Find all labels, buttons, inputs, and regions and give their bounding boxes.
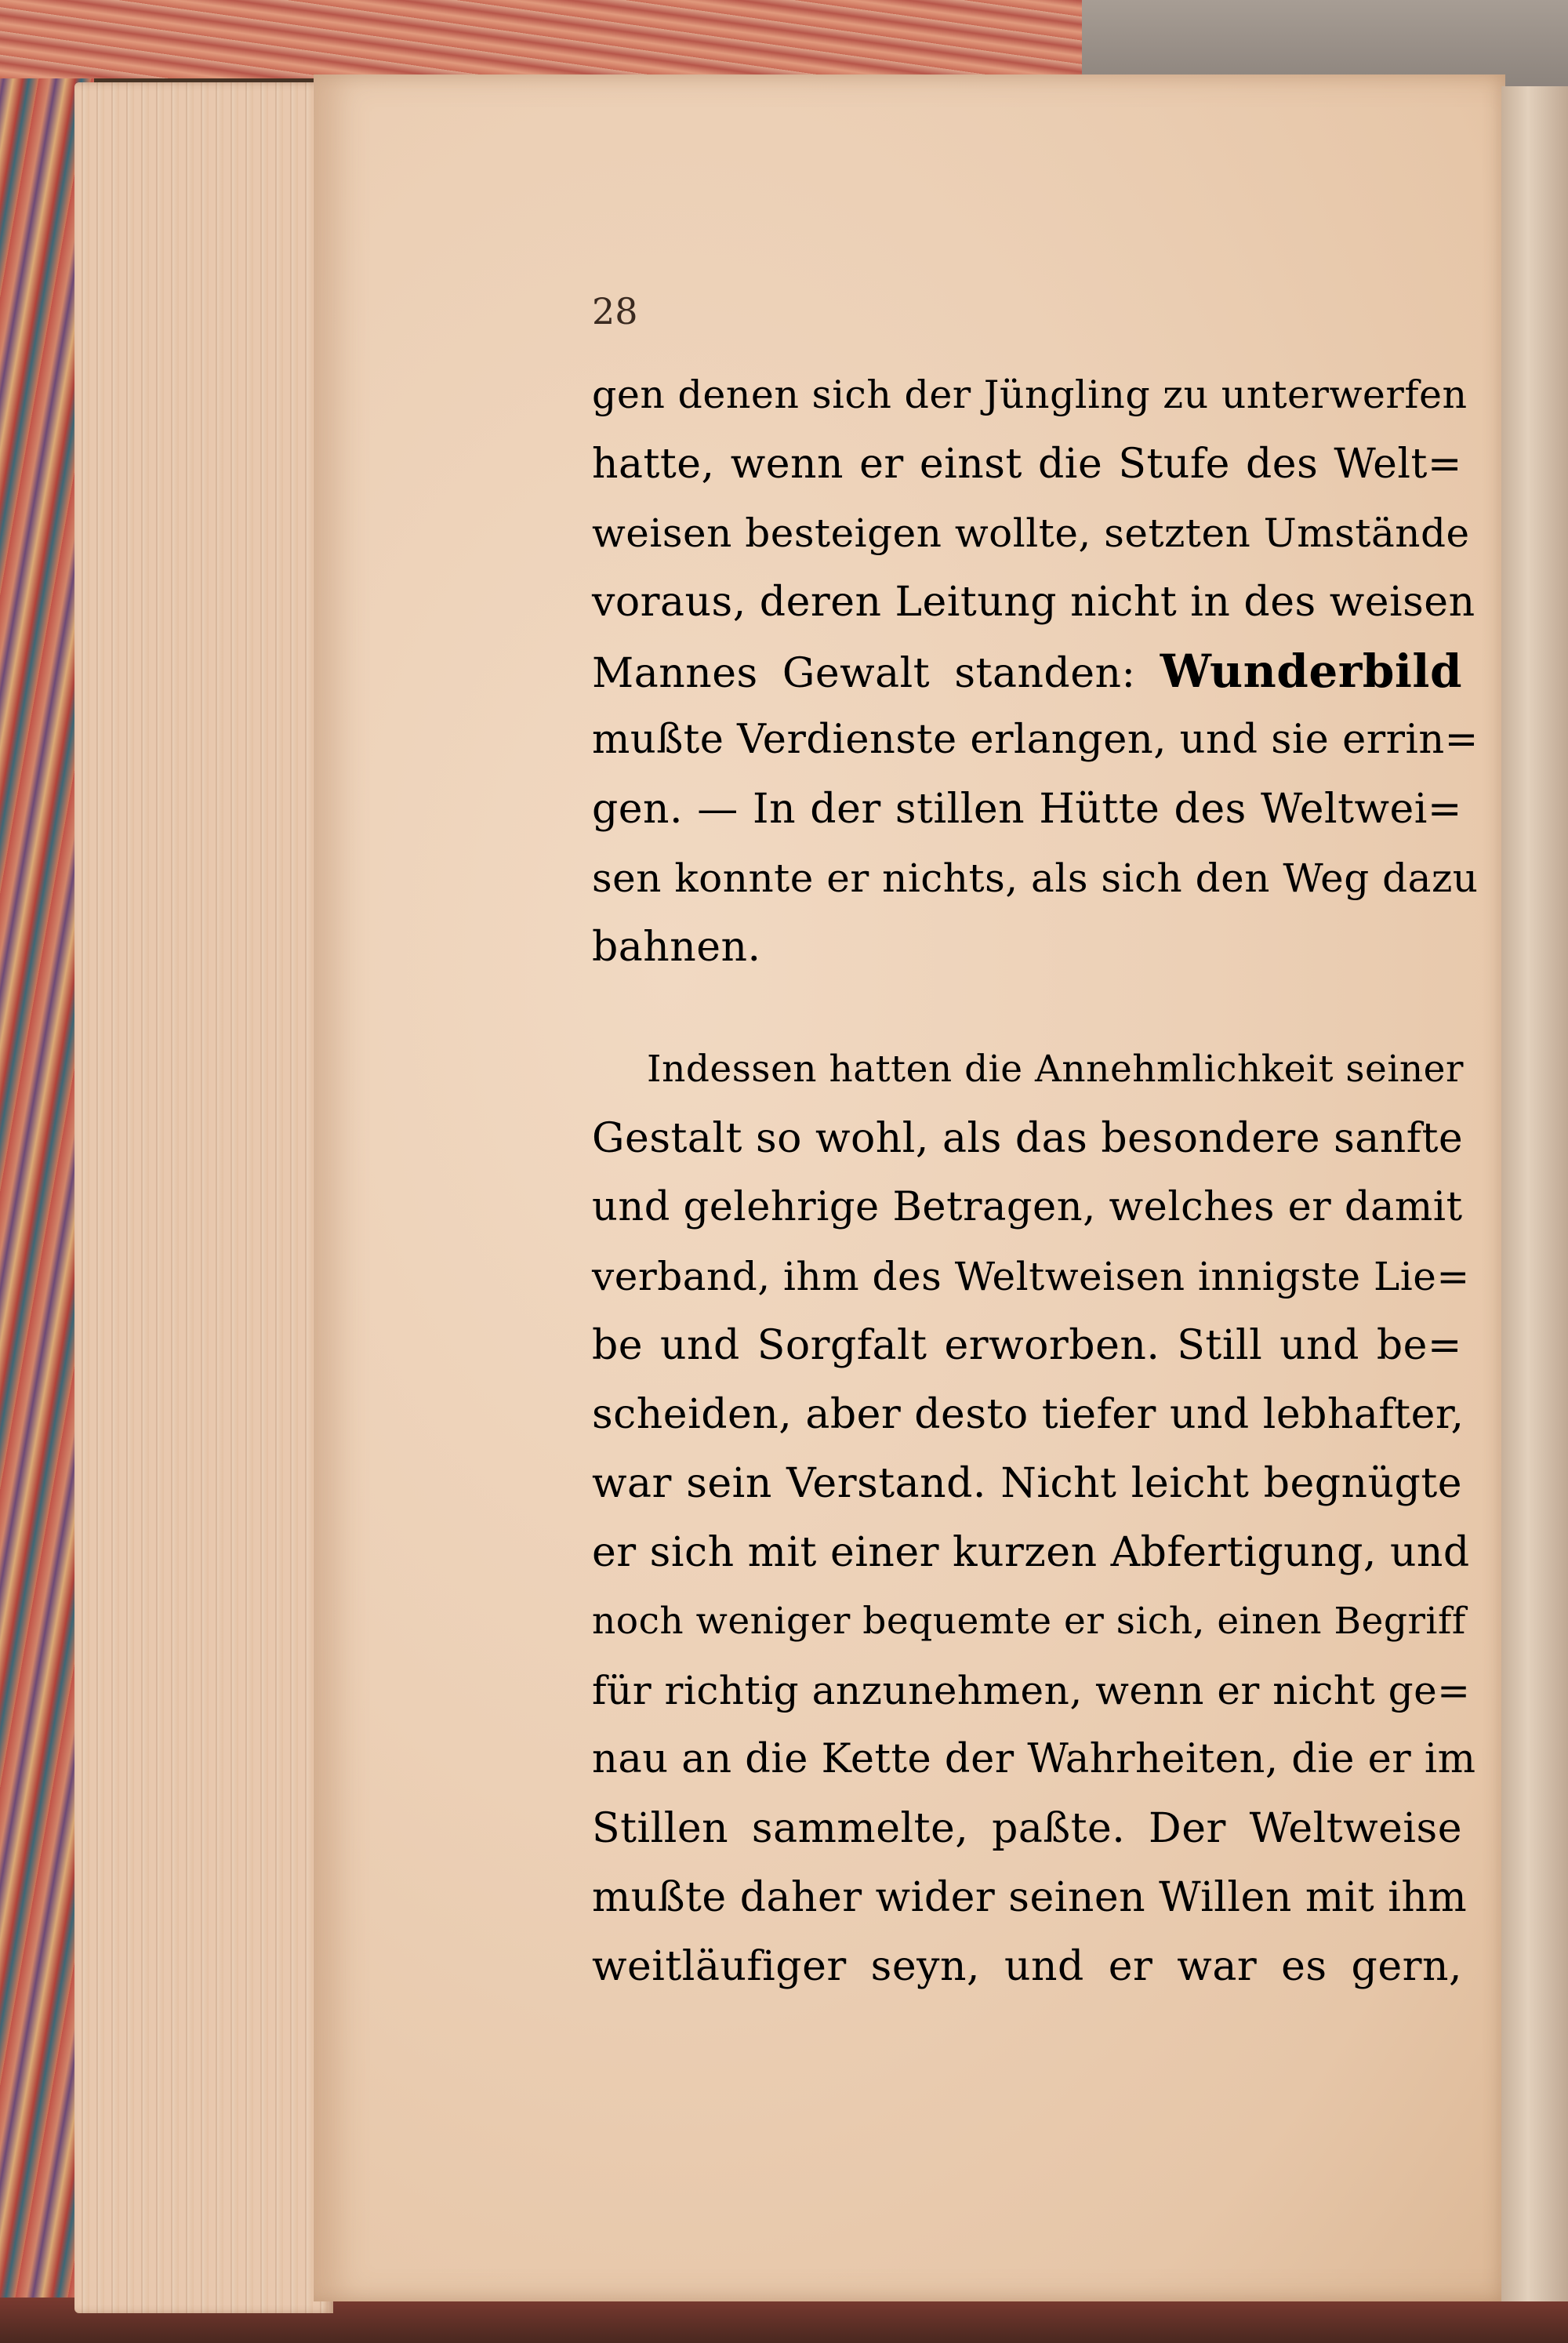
text-line: Stillen sammelte, paßte. Der Weltweise [592, 1805, 1462, 1852]
text-line: verband, ihm des Weltweisen innigste Lie= [592, 1254, 1470, 1299]
facing-page-edge [1501, 86, 1568, 2301]
text-line: und gelehrige Betragen, welches er damit [592, 1184, 1463, 1230]
text-line: weisen besteigen wollte, setzten Umstände [592, 510, 1470, 556]
text-line: bahnen. [592, 924, 761, 971]
text-line: Gestalt so wohl, als das besondere sanfte [592, 1115, 1464, 1162]
text-line [592, 637, 1462, 706]
emphasis-word: Wunderbild [1160, 645, 1463, 698]
text-line: gen denen sich der Jüngling zu unterwerfen [592, 372, 1468, 417]
text-line: weitläufiger seyn, und er war es gern, [592, 1943, 1462, 1990]
cover-board-top-right [1082, 0, 1568, 86]
text-line: mußte daher wider seinen Willen mit ihm [592, 1874, 1468, 1921]
text-line: hatte, wenn er einst die Stufe des Welt= [592, 441, 1462, 488]
page-stack-fore-edge [74, 82, 333, 2313]
text-line: für richtig anzunehmen, wenn er nicht ge= [592, 1668, 1471, 1713]
page-number: 28 [592, 290, 638, 332]
text-line-start: Mannes Gewalt standen: [592, 650, 1136, 697]
text-line: gen. — In der stillen Hütte des Weltwei= [592, 786, 1462, 833]
text-line: mußte Verdienste erlangen, und sie errin= [592, 717, 1479, 763]
text-line: voraus, deren Leitung nicht in des weisen [592, 579, 1475, 626]
text-line: er sich mit einer kurzen Abfertigung, und [592, 1529, 1470, 1576]
text-line: nau an die Kette der Wahrheiten, die er im [592, 1736, 1476, 1782]
marbled-cover-top [0, 0, 1082, 78]
text-line: war sein Verstand. Nicht leicht begnügte [592, 1460, 1462, 1507]
text-line: scheiden, aber desto tiefer und lebhafter, [592, 1391, 1465, 1438]
text-line: be und Sorgfalt erworben. Still und be= [592, 1322, 1462, 1369]
text-line: Indessen hatten die Annehmlichkeit seiner [647, 1048, 1464, 1091]
text-line: noch weniger bequemte er sich, einen Begriff [592, 1600, 1466, 1643]
paragraph-1 [592, 361, 1479, 982]
text-line: sen konnte er nichts, als sich den Weg dazu [592, 855, 1479, 901]
paragraph-2 [592, 1035, 1476, 2001]
